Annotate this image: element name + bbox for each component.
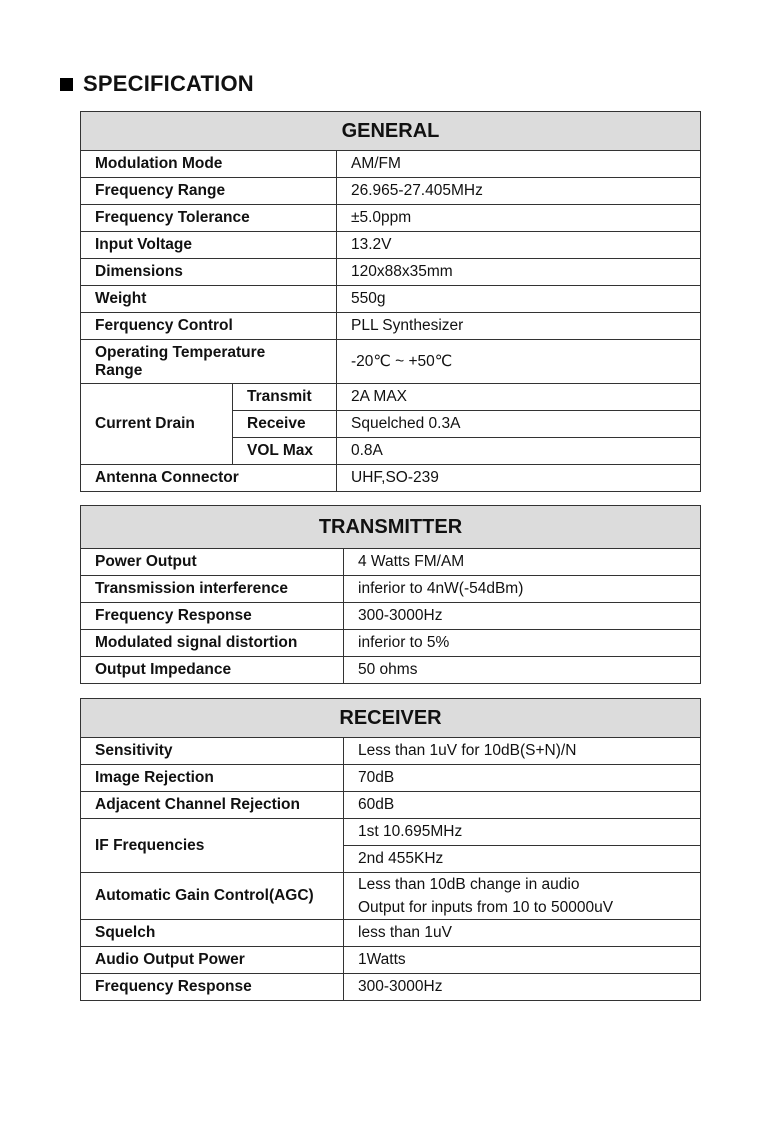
table-row (81, 465, 701, 492)
row-value (344, 873, 701, 920)
table-row (81, 549, 701, 576)
general-title: GENERAL (81, 112, 701, 151)
row-value: Less than 1uV for 10dB(S+N)/N (344, 738, 701, 765)
row-value: 4 Watts FM/AM (344, 549, 701, 576)
row-value: 1st 10.695MHz (344, 819, 701, 846)
table-row (81, 232, 701, 259)
row-value: AM/FM (337, 151, 701, 178)
row-value: 300-3000Hz (344, 974, 701, 1001)
row-value: 50 ohms (344, 657, 701, 684)
general-table (80, 111, 701, 492)
row-value: ±5.0ppm (337, 205, 701, 232)
row-value: 2A MAX (337, 384, 701, 411)
row-label-line: Operating Temperature (95, 343, 266, 361)
table-row (81, 259, 701, 286)
row-value: 0.8A (337, 438, 701, 465)
row-label: Automatic Gain Control(AGC) (81, 873, 344, 920)
sub-label: Receive (233, 411, 337, 438)
row-value: less than 1uV (344, 920, 701, 947)
row-value: 60dB (344, 792, 701, 819)
table-row (81, 947, 701, 974)
row-label (81, 340, 337, 384)
row-value-line: Output for inputs from 10 to 50000uV (358, 899, 614, 916)
table-row (81, 286, 701, 313)
table-row (81, 151, 701, 178)
row-value: inferior to 4nW(-54dBm) (344, 576, 701, 603)
row-label: Frequency Response (81, 603, 344, 630)
table-row (81, 205, 701, 232)
table-row (81, 384, 701, 411)
row-value: Squelched 0.3A (337, 411, 701, 438)
page-title: SPECIFICATION (83, 71, 254, 96)
row-value: 550g (337, 286, 701, 313)
row-value: 26.965-27.405MHz (337, 178, 701, 205)
row-value: 13.2V (337, 232, 701, 259)
table-row (81, 920, 701, 947)
transmitter-title: TRANSMITTER (81, 506, 701, 549)
row-label: Input Voltage (81, 232, 337, 259)
sub-label: Transmit (233, 384, 337, 411)
row-label: Adjacent Channel Rejection (81, 792, 344, 819)
table-row (81, 765, 701, 792)
row-label: IF Frequencies (81, 819, 344, 873)
row-label: Power Output (81, 549, 344, 576)
row-value: 70dB (344, 765, 701, 792)
receiver-table (80, 698, 701, 1001)
row-value: 1Watts (344, 947, 701, 974)
sub-label: VOL Max (233, 438, 337, 465)
row-label: Dimensions (81, 259, 337, 286)
table-row (81, 657, 701, 684)
row-label: Modulation Mode (81, 151, 337, 178)
row-label: Sensitivity (81, 738, 344, 765)
row-value: UHF,SO-239 (337, 465, 701, 492)
row-label: Audio Output Power (81, 947, 344, 974)
row-label: Weight (81, 286, 337, 313)
row-label-line: Range (95, 361, 143, 379)
table-row (81, 178, 701, 205)
square-bullet-icon (60, 78, 73, 91)
row-value: 120x88x35mm (337, 259, 701, 286)
page-heading (60, 70, 254, 98)
row-value: inferior to 5% (344, 630, 701, 657)
table-row (81, 576, 701, 603)
current-drain-label: Current Drain (81, 384, 233, 465)
row-value: PLL Synthesizer (337, 313, 701, 340)
table-row (81, 974, 701, 1001)
row-label: Modulated signal distortion (81, 630, 344, 657)
row-value: -20℃ ~ +50℃ (337, 340, 701, 384)
row-label: Frequency Response (81, 974, 344, 1001)
table-row (81, 873, 701, 920)
table-row (81, 819, 701, 846)
row-label: Frequency Tolerance (81, 205, 337, 232)
row-label: Output Impedance (81, 657, 344, 684)
table-row (81, 630, 701, 657)
row-label: Ferquency Control (81, 313, 337, 340)
table-row (81, 738, 701, 765)
table-row (81, 603, 701, 630)
row-label: Antenna Connector (81, 465, 337, 492)
receiver-title: RECEIVER (81, 699, 701, 738)
row-value: 300-3000Hz (344, 603, 701, 630)
table-row (81, 792, 701, 819)
row-value-line: Less than 10dB change in audio (358, 876, 580, 893)
row-label: Squelch (81, 920, 344, 947)
table-row (81, 340, 701, 384)
row-value: 2nd 455KHz (344, 846, 701, 873)
transmitter-table (80, 505, 701, 684)
row-label: Transmission interference (81, 576, 344, 603)
table-row (81, 313, 701, 340)
row-label: Image Rejection (81, 765, 344, 792)
row-label: Frequency Range (81, 178, 337, 205)
